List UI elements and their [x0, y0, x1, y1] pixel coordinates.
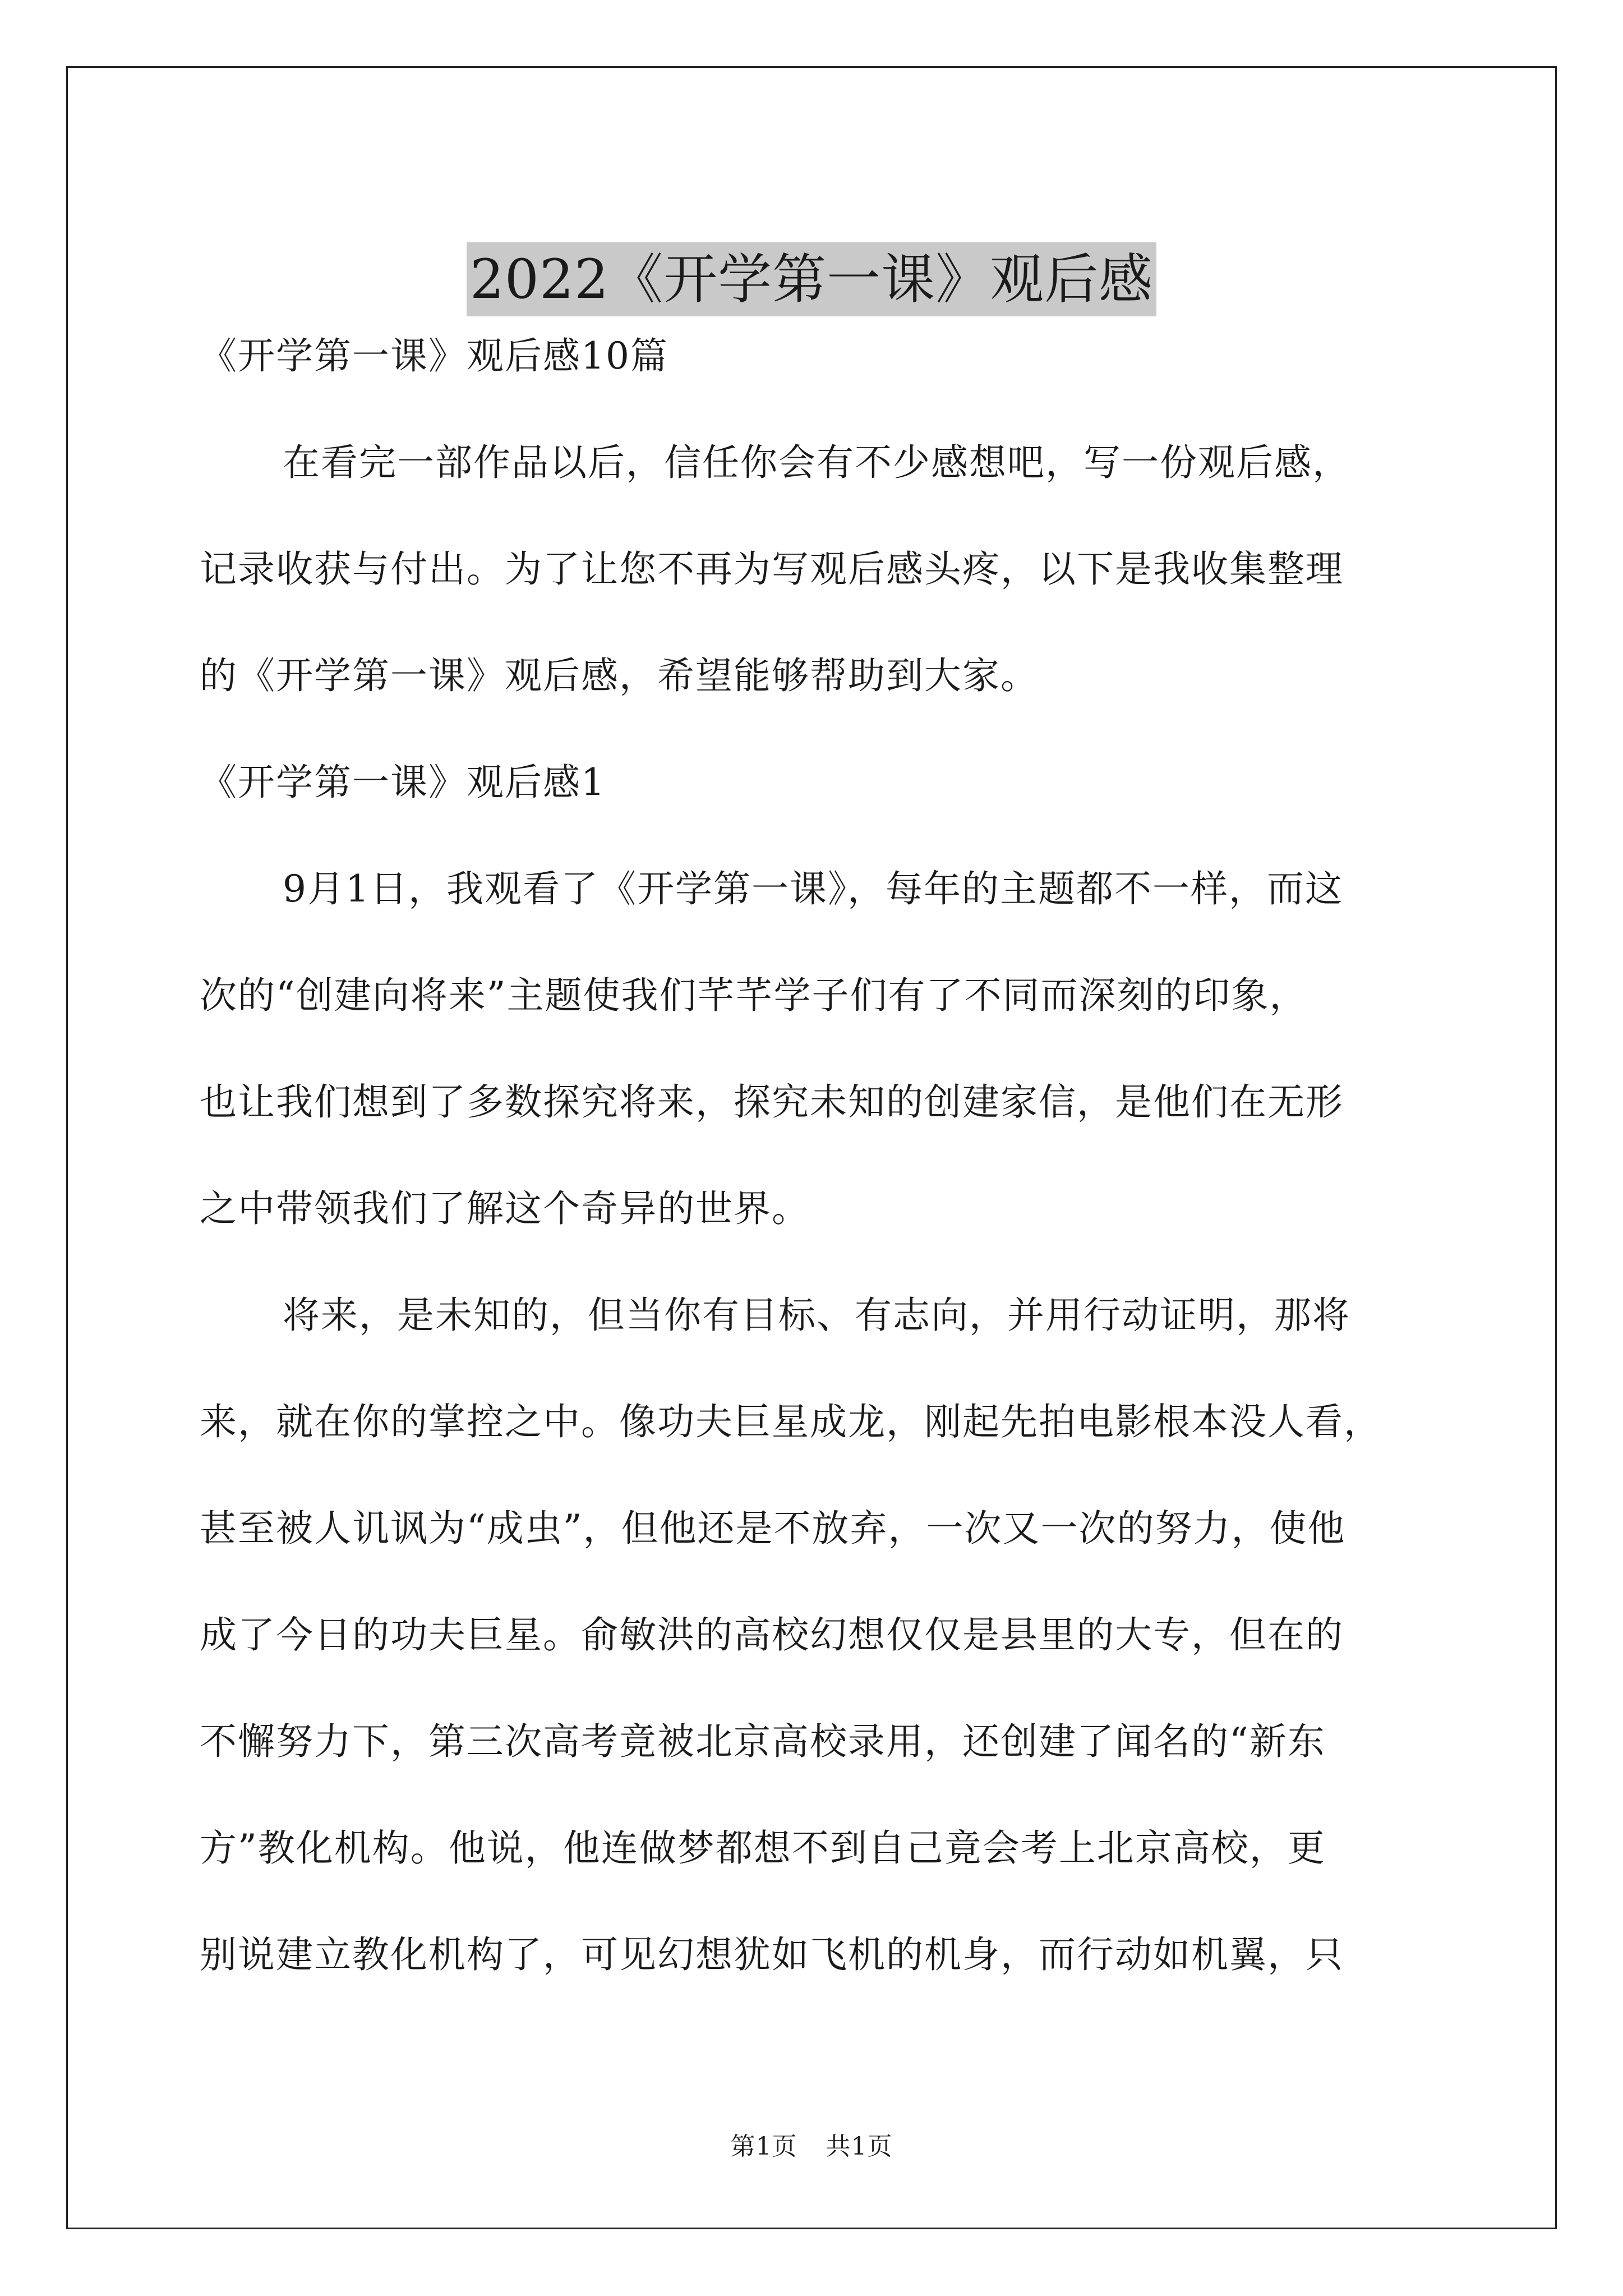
text-line: 方”教化机构。他说，他连做梦都想不到自己竟会考上北京高校，更	[200, 1826, 1326, 1870]
text-line: 也让我们想到了多数探究将来，探究未知的创建家信，是他们在无形	[200, 1080, 1344, 1124]
text-line: 之中带领我们了解这个奇异的世界。	[200, 1187, 810, 1230]
text-line: 《开学第一课》观后感10篇	[200, 334, 668, 378]
text-line: 《开学第一课》观后感1	[200, 761, 606, 804]
document-title: 2022《开学第一课》观后感	[467, 242, 1156, 316]
document-body	[200, 303, 1428, 2008]
text-line: 甚至被人讥讽为“成虫”，但他还是不放弃，一次又一次的努力，使他	[200, 1507, 1346, 1550]
text-line: 将来，是未知的，但当你有目标、有志向，并用行动证明，那将	[283, 1294, 1350, 1337]
page-number: 第1页	[730, 2132, 797, 2161]
page-footer	[0, 2126, 1623, 2162]
text-line: 9月1日，我观看了《开学第一课》，每年的主题都不一样，而这	[283, 867, 1343, 910]
text-line: 别说建立教化机构了，可见幻想犹如飞机的机身，而行动如机翼，只	[200, 1933, 1344, 1976]
text-line: 不懈努力下，第三次高考竟被北京高校录用，还创建了闻名的“新东	[200, 1720, 1326, 1763]
text-line: 成了今日的功夫巨星。俞敏洪的高校幻想仅仅是县里的大专，但在的	[200, 1613, 1344, 1657]
text-line: 记录收获与付出。为了让您不再为写观后感头疼，以下是我收集整理	[200, 547, 1344, 591]
text-line: 的《开学第一课》观后感，希望能够帮助到大家。	[200, 654, 1039, 697]
text-line: 在看完一部作品以后，信任你会有不少感想吧，写一份观后感，	[283, 441, 1350, 484]
text-line: 来，就在你的掌控之中。像功夫巨星成龙，刚起先拍电影根本没人看，	[200, 1400, 1382, 1443]
text-line: 次的“创建向将来”主题使我们芊芊学子们有了不同而深刻的印象，	[200, 974, 1308, 1017]
page-total: 共1页	[826, 2132, 893, 2161]
